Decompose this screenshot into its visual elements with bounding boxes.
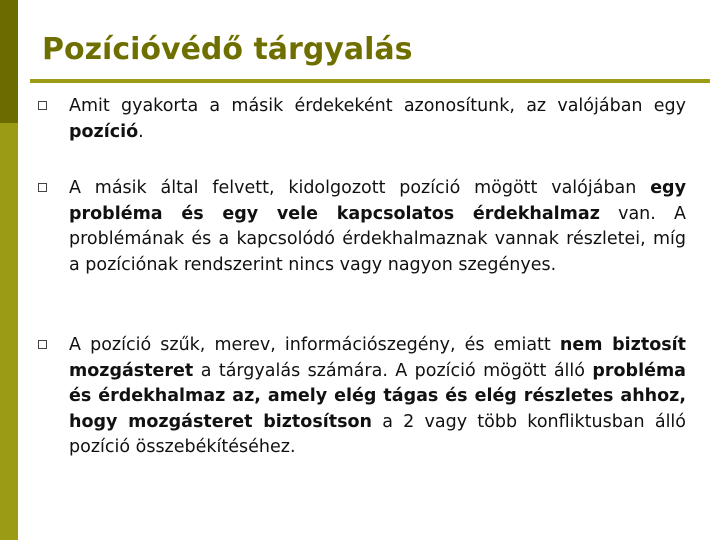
square-bullet-icon [38, 101, 47, 110]
square-bullet-icon [38, 340, 47, 349]
bullet-3-part-5: a 2 vagy több konfliktusban álló pozíció összebékítéséhez. [69, 411, 687, 457]
bullet-1-part-2: pozíció [69, 121, 139, 142]
bullet-3-part-4: probléma és érdekhalmaz az, amely elég tágas és elég részletes ahhoz, hogy mozgásteret biztosítson [69, 360, 686, 432]
bullet-item-3 [38, 333, 686, 461]
bullet-text-2 [69, 176, 686, 278]
bullet-2-part-2: egy probléma és egy vele kapcsolatos érdekhalmaz [69, 178, 686, 224]
sidebar-accent-light [0, 123, 18, 540]
bullet-2-part-3: van. A problémának és a kapcsolódó érdekhalmaznak vannak részletei, míg a pozíciónak rendszerint nincs vagy nagyon szegényes. [69, 203, 686, 275]
slide-title: Pozícióvédő tárgyalás [42, 32, 413, 67]
bullet-text-3 [69, 333, 686, 461]
bullet-1-part-3: . [138, 121, 144, 142]
bullet-2-part-1: A másik által felvett, kidolgozott pozíció mögött valójában [69, 178, 651, 198]
title-underline [30, 79, 710, 83]
sidebar-accent-dark [0, 0, 18, 123]
square-bullet-icon [38, 183, 47, 192]
bullet-text-1 [69, 94, 686, 145]
bullet-3-part-2: nem biztosít mozgásteret [69, 335, 686, 381]
bullet-3-part-1: A pozíció szűk, merev, információszegény, és emiatt [69, 335, 560, 355]
bullet-item-1 [38, 94, 686, 145]
bullet-1-part-1: Amit gyakorta a másik érdekeként azonosítunk, az valójában egy [69, 96, 686, 116]
bullet-item-2 [38, 176, 686, 278]
bullet-3-part-3: a tárgyalás számára. A pozíció mögött álló [193, 360, 593, 381]
